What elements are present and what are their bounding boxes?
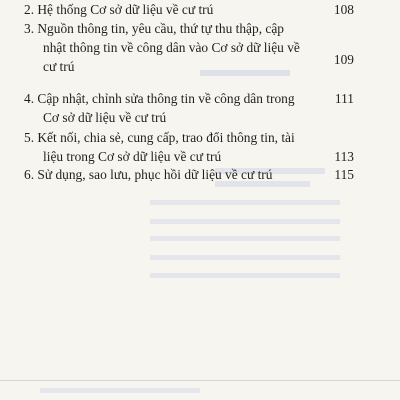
- toc-entry-title-cont: Cơ sở dữ liệu về cư trú: [43, 110, 167, 125]
- toc-entry-title: 3. Nguồn thông tin, yêu cầu, thứ tự thu thập, cập: [24, 21, 284, 36]
- toc-entry: [24, 0, 314, 19]
- show-through-mark: [150, 236, 340, 241]
- toc-page-number: 113: [334, 149, 354, 164]
- toc-page-number: 109: [333, 52, 354, 67]
- show-through-mark: [150, 255, 340, 260]
- toc-entry-title-cont: cư trú: [43, 59, 75, 74]
- toc-entry-title: 6. Sử dụng, sao lưu, phục hồi dữ liệu về cư trú: [24, 167, 273, 182]
- toc-entry-title: 5. Kết nối, chia sẻ, cung cấp, trao đổi thông tin, tài: [24, 130, 295, 145]
- toc-entry-title-cont: nhật thông tin về công dân vào Cơ sở dữ liệu về: [43, 40, 300, 55]
- toc-entry-title-cont: liệu trong Cơ sở dữ liệu về cư trú: [43, 149, 222, 164]
- page-edge-rule: [0, 380, 400, 381]
- toc-entry-title: 4. Cập nhật, chỉnh sửa thông tin về công dân trong: [24, 91, 295, 106]
- toc-entry-title: 2. Hệ thống Cơ sở dữ liệu về cư trú: [24, 2, 214, 17]
- toc-entry: [24, 19, 314, 76]
- show-through-mark: [150, 273, 340, 278]
- show-through-mark: [150, 200, 340, 205]
- show-through-mark: [40, 388, 200, 393]
- toc-entry: [24, 89, 314, 127]
- show-through-mark: [150, 219, 340, 224]
- toc-entry: [24, 128, 314, 166]
- toc-page-number: 108: [333, 2, 354, 17]
- toc-page-number: 115: [334, 167, 354, 182]
- toc-entry: [24, 165, 314, 184]
- toc-page-number: 111: [334, 91, 354, 106]
